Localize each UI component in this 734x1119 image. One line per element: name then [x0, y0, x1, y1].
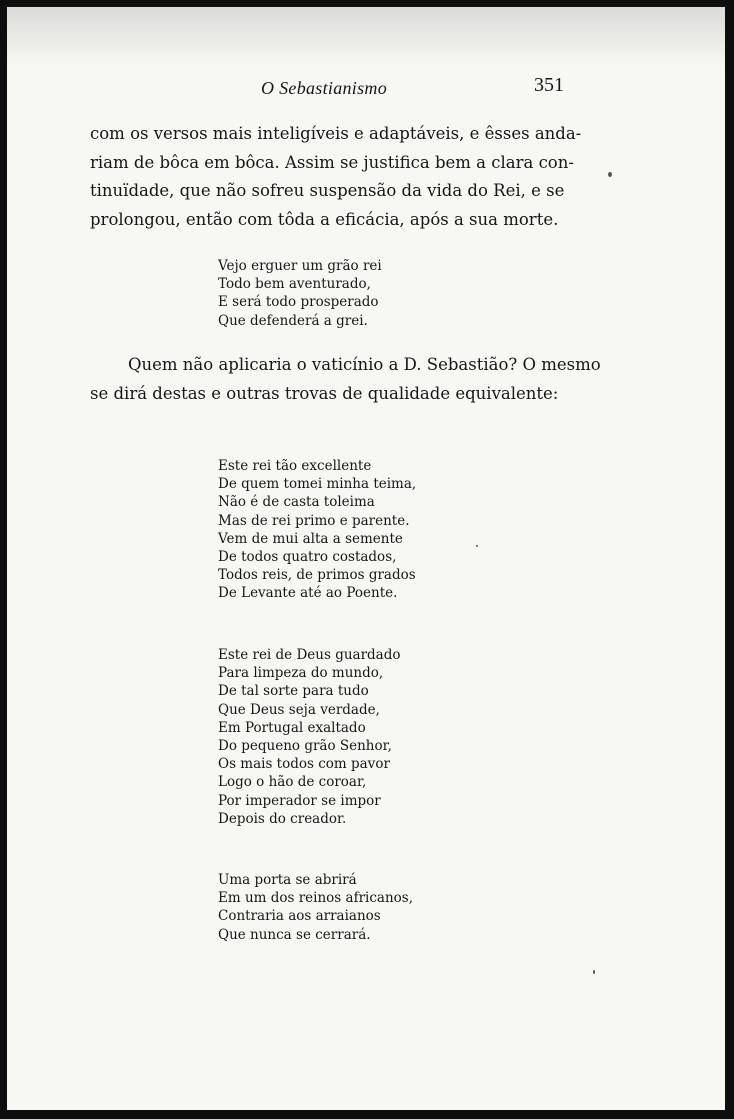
verse-line: Este rei de Deus guardado [218, 647, 401, 663]
paragraph-line: se dirá destas e outras trovas de qualidade equivalente: [90, 383, 559, 403]
body-paragraph-2 [90, 351, 601, 408]
verse-line: Vem de mui alta a semente [218, 530, 403, 547]
verse-stanza-3 [218, 646, 401, 828]
verse-line: Para limpeza do mundo, [218, 665, 384, 682]
verse-stanza-2 [218, 457, 416, 603]
book-page [7, 7, 725, 1110]
verse-line: De tal sorte para tudo [218, 683, 369, 700]
verse-line: Contraria aos arraianos [218, 908, 381, 925]
verse-line: Que nunca se cerrará. [218, 926, 371, 943]
verse-line: Vejo erguer um grão rei [218, 258, 382, 274]
verse-line: De quem tomei minha teima, [218, 476, 417, 493]
verse-line: Mas de rei primo e parente. [218, 512, 410, 529]
scan-speck [593, 970, 595, 974]
verse-line: Que Deus seja verdade, [218, 701, 380, 718]
verse-line: De Levante até ao Poente. [218, 585, 398, 602]
verse-line: Uma porta se abrirá [218, 872, 357, 888]
scan-speck [608, 172, 612, 177]
verse-line: Do pequeno grão Senhor, [218, 738, 392, 755]
scan-speck [476, 545, 478, 547]
verse-line: Os mais todos com pavor [218, 756, 390, 773]
paragraph-line: Quem não aplicaria o vaticínio a D. Sebastião? O mesmo [128, 355, 601, 374]
body-paragraph-1 [90, 120, 582, 234]
running-header-title: O Sebastianismo [261, 78, 387, 98]
page-number: 351 [534, 74, 564, 96]
verse-line: Este rei tão excellente [218, 458, 372, 474]
verse-line: Depois do creador. [218, 810, 347, 827]
verse-line: De todos quatro costados, [218, 549, 397, 566]
paragraph-line: riam de bôca em bôca. Assim se justifica bem a clara con- [90, 152, 574, 172]
paragraph-line: tinuïdade, que não sofreu suspensão da vida do Rei, e se [90, 181, 565, 200]
verse-line: Por imperador se impor [218, 792, 381, 809]
verse-line: Não é de casta toleima [218, 494, 375, 511]
verse-stanza-1 [218, 257, 382, 330]
verse-line: Em Portugal exaltado [218, 719, 366, 736]
verse-line: Em um dos reinos africanos, [218, 890, 413, 907]
verse-line: Todos reis, de primos grados [218, 567, 416, 584]
verse-line: Logo o hão de coroar, [218, 774, 367, 791]
verse-line: E será todo prosperado [218, 294, 379, 311]
verse-line: Que defenderá a grei. [218, 312, 368, 329]
verse-line: Todo bem aventurado, [218, 276, 371, 293]
verse-stanza-4 [218, 871, 413, 944]
paragraph-line: prolongou, então com tôda a eficácia, após a sua morte. [90, 209, 559, 229]
paragraph-line: com os versos mais inteligíveis e adaptáveis, e êsses anda- [90, 124, 582, 143]
